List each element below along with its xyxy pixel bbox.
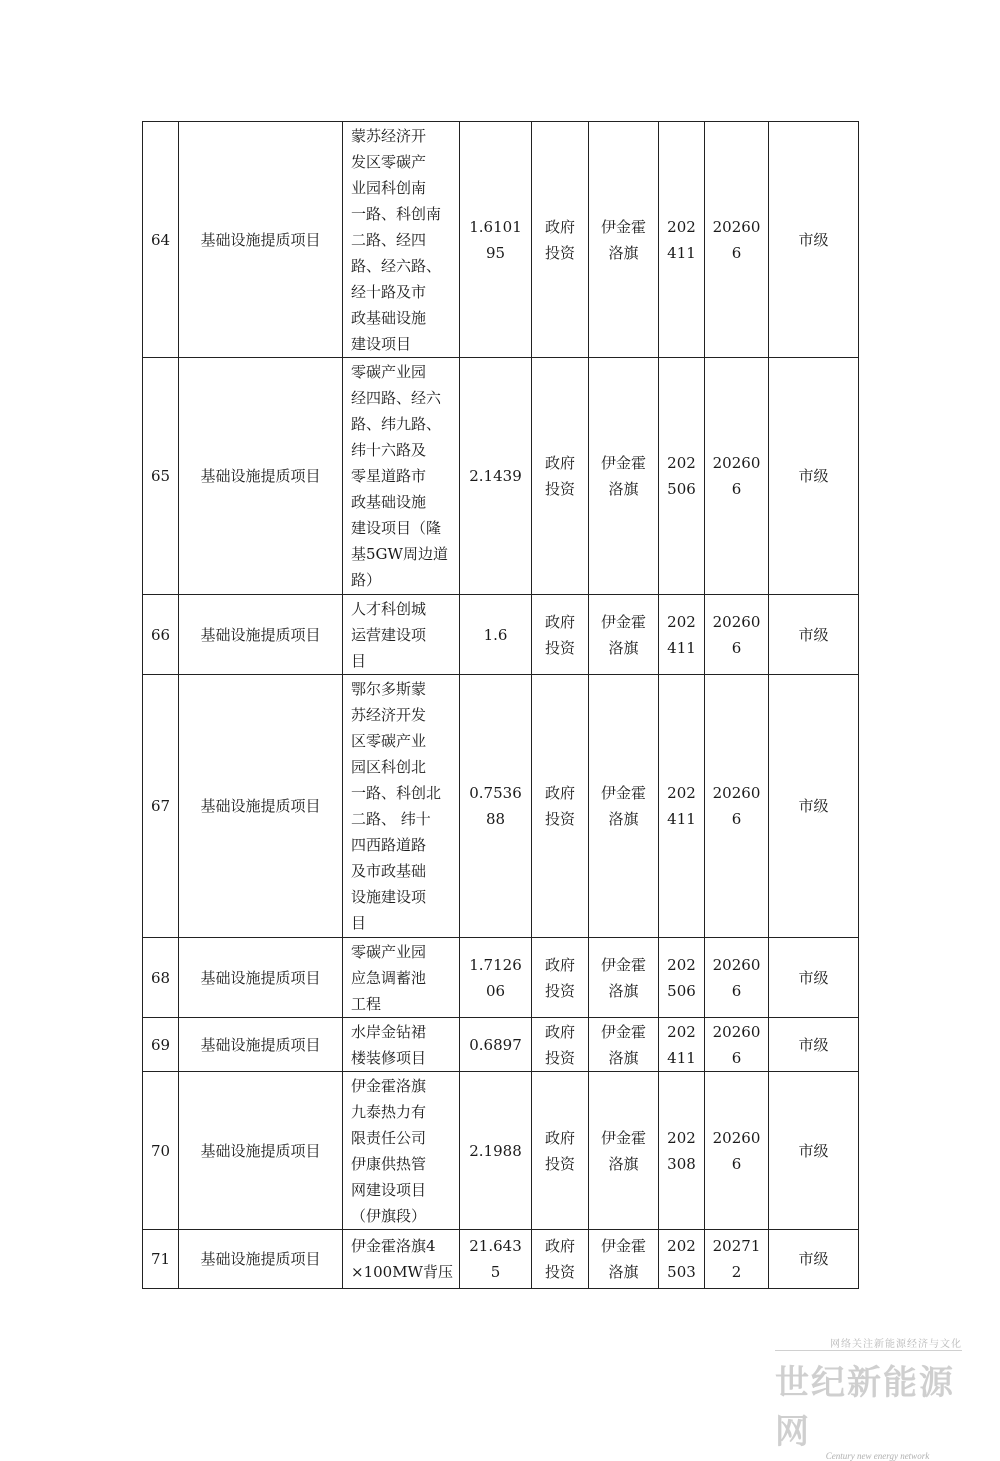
funding-type: 政府 投资: [532, 595, 589, 675]
project-name: 伊金霍洛旗4 ×100MW背压: [343, 1230, 460, 1289]
investment-amount: 21.643 5: [460, 1230, 532, 1289]
project-level: 市级: [769, 1230, 859, 1289]
table-row: [143, 1230, 859, 1289]
watermark-brand-en: Century new energy network: [825, 1451, 930, 1461]
location: 伊金霍 洛旗: [589, 1230, 659, 1289]
row-number: 67: [143, 675, 179, 938]
project-category: 基础设施提质项目: [179, 1230, 343, 1289]
table-row: [143, 1072, 859, 1230]
end-date: 20260 6: [705, 122, 769, 358]
start-date: 202 308: [659, 1072, 705, 1230]
investment-amount: 1.6101 95: [460, 122, 532, 358]
location: 伊金霍 洛旗: [589, 122, 659, 358]
project-name: 水岸金钻裙 楼装修项目: [343, 1018, 460, 1072]
project-category: 基础设施提质项目: [179, 938, 343, 1018]
table-row: [143, 358, 859, 595]
project-level: 市级: [769, 595, 859, 675]
project-name: 人才科创城 运营建设项 目: [343, 595, 460, 675]
project-level: 市级: [769, 1018, 859, 1072]
investment-amount: 0.7536 88: [460, 675, 532, 938]
table-row: [143, 938, 859, 1018]
location: 伊金霍 洛旗: [589, 938, 659, 1018]
start-date: 202 503: [659, 1230, 705, 1289]
investment-amount: 2.1988: [460, 1072, 532, 1230]
project-category: 基础设施提质项目: [179, 1072, 343, 1230]
end-date: 20260 6: [705, 675, 769, 938]
end-date: 20260 6: [705, 1072, 769, 1230]
row-number: 71: [143, 1230, 179, 1289]
row-number: 65: [143, 358, 179, 595]
project-level: 市级: [769, 358, 859, 595]
project-level: 市级: [769, 122, 859, 358]
start-date: 202 506: [659, 938, 705, 1018]
project-name: 零碳产业园 应急调蓄池 工程: [343, 938, 460, 1018]
project-level: 市级: [769, 675, 859, 938]
start-date: 202 411: [659, 122, 705, 358]
project-category: 基础设施提质项目: [179, 675, 343, 938]
funding-type: 政府 投资: [532, 675, 589, 938]
project-level: 市级: [769, 938, 859, 1018]
end-date: 20260 6: [705, 938, 769, 1018]
start-date: 202 411: [659, 595, 705, 675]
project-name: 伊金霍洛旗 九泰热力有 限责任公司 伊康供热管 网建设项目 （伊旗段）: [343, 1072, 460, 1230]
project-category: 基础设施提质项目: [179, 1018, 343, 1072]
location: 伊金霍 洛旗: [589, 358, 659, 595]
funding-type: 政府 投资: [532, 938, 589, 1018]
watermark-brand: 世纪新能源网: [775, 1363, 955, 1452]
project-level: 市级: [769, 1072, 859, 1230]
watermark-tagline: 网络关注新能源经济与文化: [775, 1335, 962, 1351]
investment-amount: 0.6897: [460, 1018, 532, 1072]
investment-amount: 2.1439: [460, 358, 532, 595]
end-date: 20260 6: [705, 595, 769, 675]
project-table: [142, 121, 859, 1289]
table-row: [143, 1018, 859, 1072]
funding-type: 政府 投资: [532, 122, 589, 358]
project-category: 基础设施提质项目: [179, 122, 343, 358]
location: 伊金霍 洛旗: [589, 675, 659, 938]
start-date: 202 411: [659, 1018, 705, 1072]
project-name: 鄂尔多斯蒙 苏经济开发 区零碳产业 园区科创北 一路、科创北 二路、 纬十 四西路道路 及市政基础 设施建设项 目: [343, 675, 460, 938]
location: 伊金霍 洛旗: [589, 595, 659, 675]
end-date: 20260 6: [705, 358, 769, 595]
funding-type: 政府 投资: [532, 1018, 589, 1072]
location: 伊金霍 洛旗: [589, 1018, 659, 1072]
row-number: 69: [143, 1018, 179, 1072]
row-number: 70: [143, 1072, 179, 1230]
start-date: 202 411: [659, 675, 705, 938]
location: 伊金霍 洛旗: [589, 1072, 659, 1230]
row-number: 68: [143, 938, 179, 1018]
table-row: [143, 675, 859, 938]
table-row: [143, 122, 859, 358]
investment-amount: 1.7126 06: [460, 938, 532, 1018]
row-number: 66: [143, 595, 179, 675]
end-date: 20271 2: [705, 1230, 769, 1289]
funding-type: 政府 投资: [532, 358, 589, 595]
project-category: 基础设施提质项目: [179, 358, 343, 595]
project-name: 蒙苏经济开 发区零碳产 业园科创南 一路、科创南 二路、经四 路、经六路、 经十路及市 政基础设施 建设项目: [343, 122, 460, 358]
project-name: 零碳产业园 经四路、经六 路、纬九路、 纬十六路及 零星道路市 政基础设施 建设项目（隆 基5GW周边道 路）: [343, 358, 460, 595]
project-category: 基础设施提质项目: [179, 595, 343, 675]
funding-type: 政府 投资: [532, 1230, 589, 1289]
start-date: 202 506: [659, 358, 705, 595]
end-date: 20260 6: [705, 1018, 769, 1072]
funding-type: 政府 投资: [532, 1072, 589, 1230]
table-row: [143, 595, 859, 675]
watermark-logo: [775, 1335, 980, 1461]
row-number: 64: [143, 122, 179, 358]
investment-amount: 1.6: [460, 595, 532, 675]
